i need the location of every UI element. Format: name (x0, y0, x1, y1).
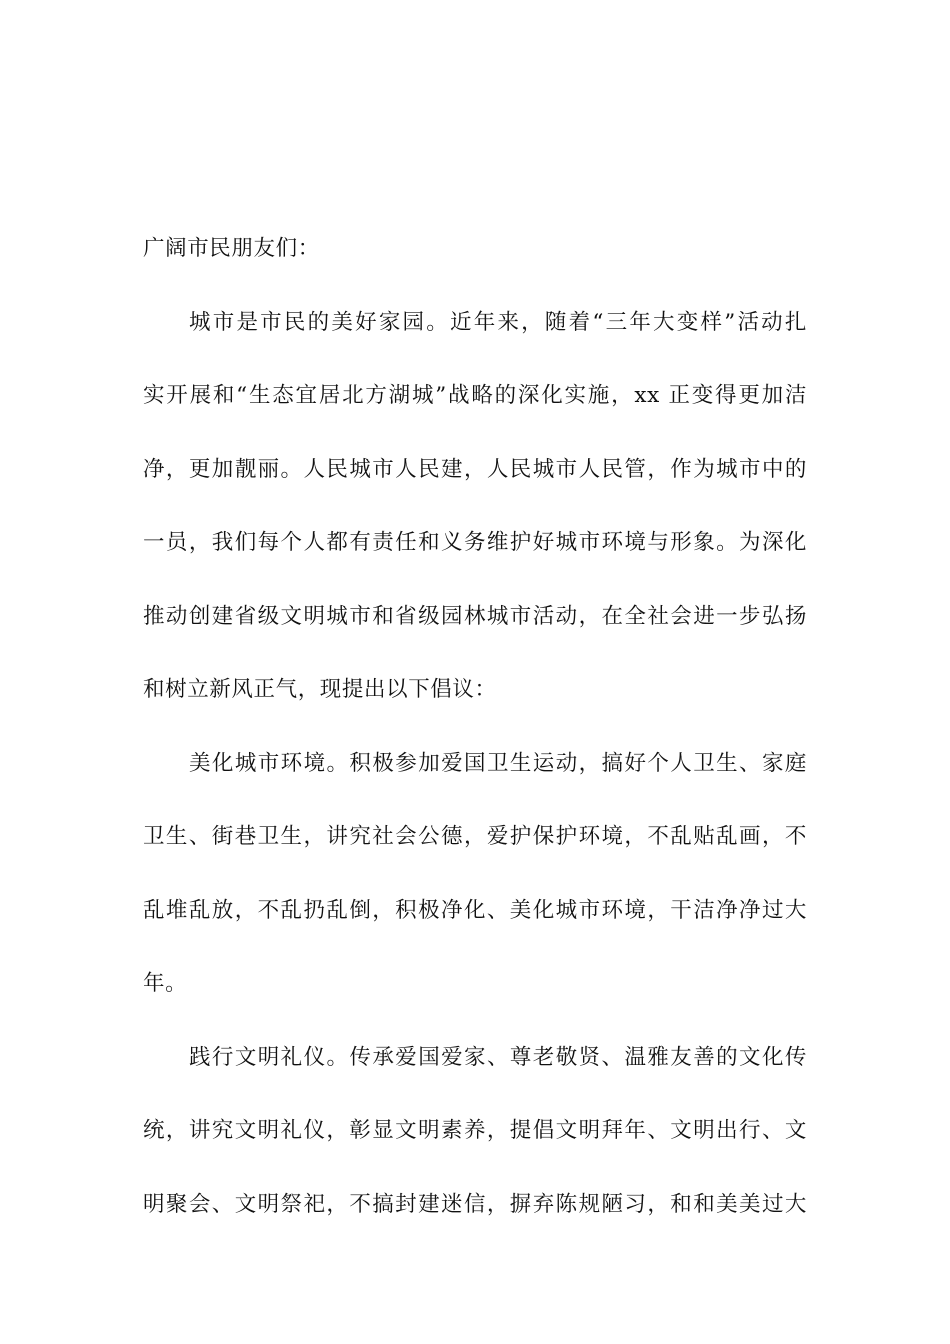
paragraph-2-line-4: 年。 (143, 971, 188, 996)
paragraph-3-line-2: 统，讲究文明礼仪，彰显文明素养，提倡文明拜年、文明出行、文 (143, 1118, 807, 1143)
paragraph-1-line-6: 和树立新风正气，现提出以下倡议： (143, 677, 497, 702)
paragraph-3-line-3: 明聚会、文明祭祀，不搞封建迷信，摒弃陈规陋习，和和美美过大 (143, 1191, 807, 1217)
paragraph-1-line-1: 城市是市民的美好家园。近年来，随着“三年大变样”活动扎 (189, 309, 807, 335)
paragraph-1-line-4: 一员，我们每个人都有责任和义务维护好城市环境与形象。为深化 (143, 530, 807, 555)
paragraph-1-line-5: 推动创建省级文明城市和省级园林城市活动，在全社会进一步弘扬 (143, 603, 807, 629)
paragraph-1-line-3: 净，更加靓丽。人民城市人民建，人民城市人民管，作为城市中的 (143, 456, 807, 482)
paragraph-3-line-1: 践行文明礼仪。传承爱国爱家、尊老敬贤、温雅友善的文化传 (189, 1044, 807, 1070)
paragraph-2-line-2: 卫生、街巷卫生，讲究社会公德，爱护保护环境，不乱贴乱画，不 (143, 824, 807, 849)
paragraph-1-line-2: 实开展和“生态宜居北方湖城”战略的深化实施，xx 正变得更加洁 (143, 383, 807, 408)
paragraph-2-line-3: 乱堆乱放，不乱扔乱倒，积极净化、美化城市环境，干洁净净过大 (143, 897, 807, 923)
salutation: 广阔市民朋友们： (143, 236, 320, 261)
paragraph-2-line-1: 美化城市环境。积极参加爱国卫生运动，搞好个人卫生、家庭 (189, 750, 807, 776)
document-body (143, 212, 807, 1241)
